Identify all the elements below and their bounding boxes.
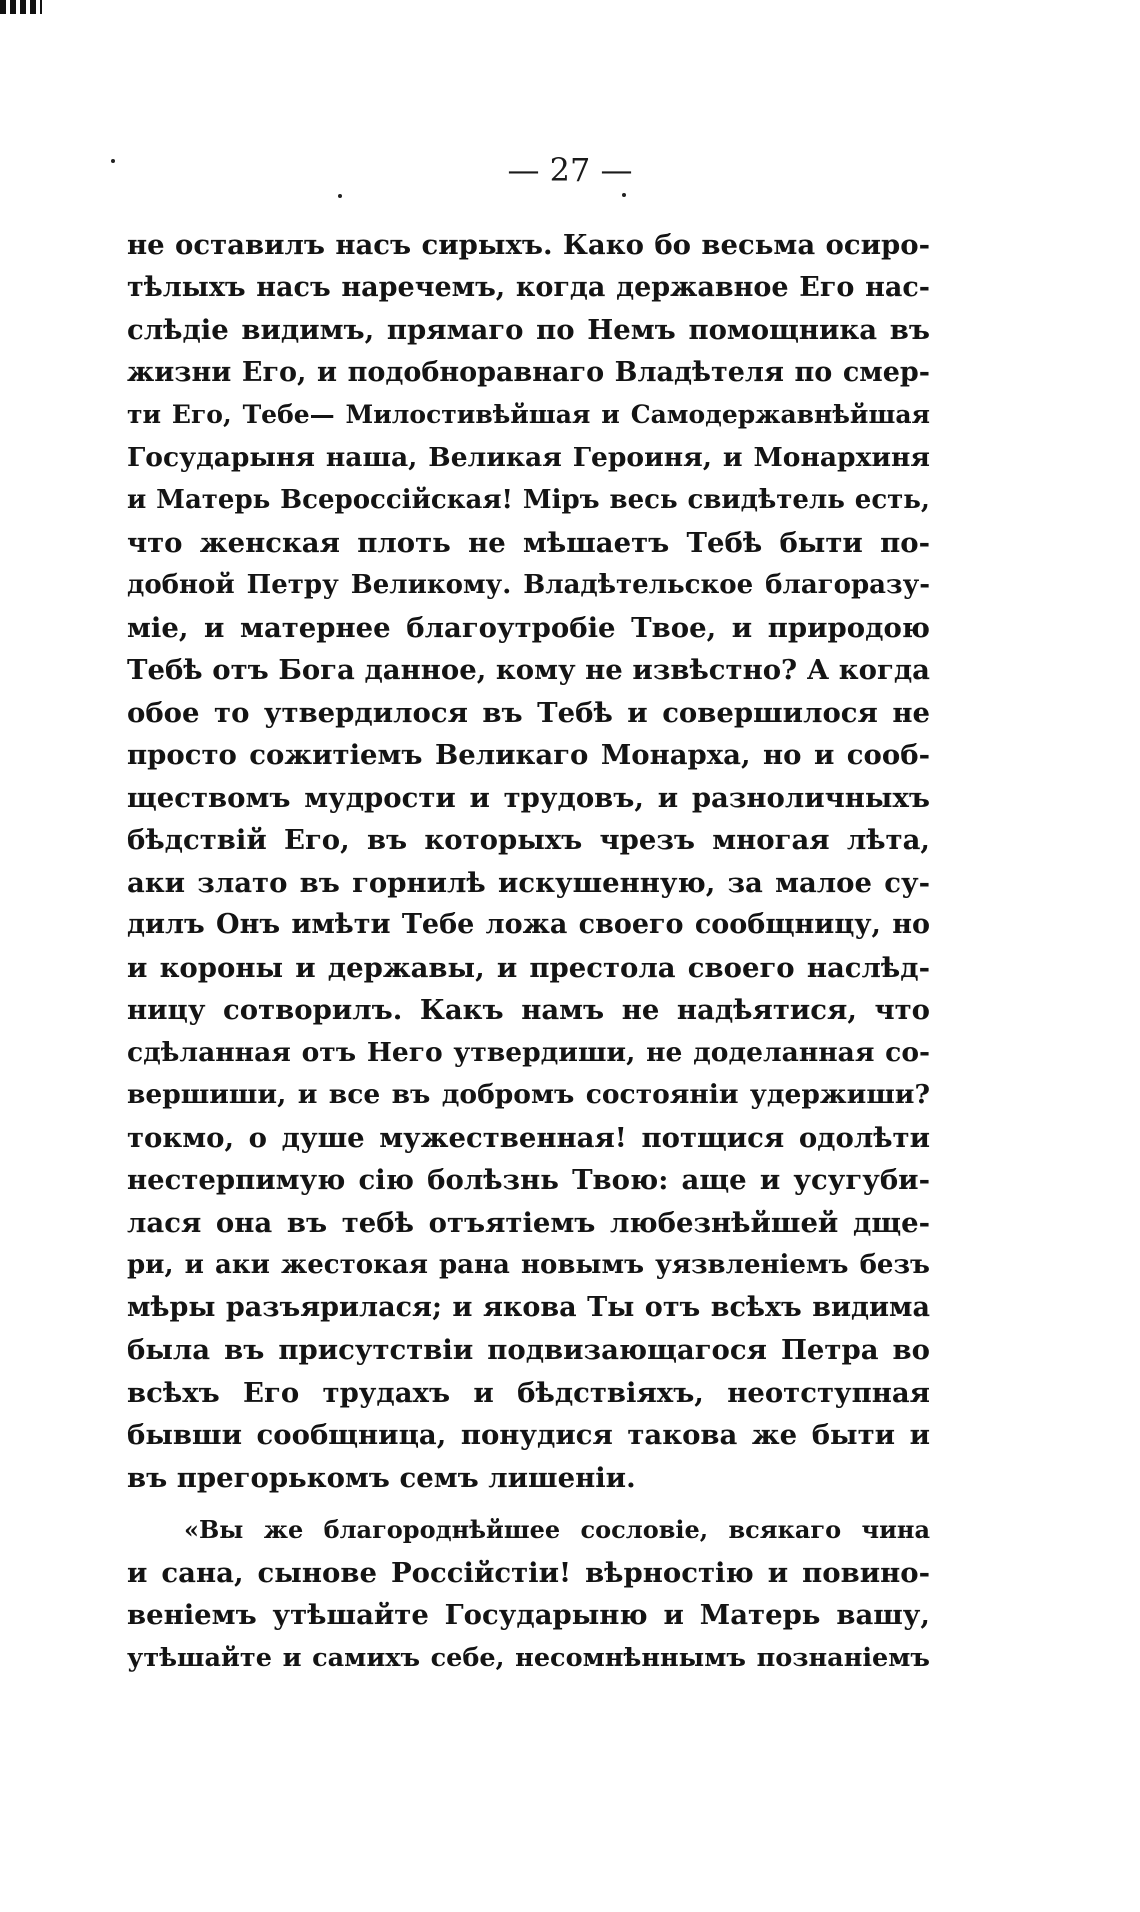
text-line: всѣхъ Его трудахъ и бѣдствіяхъ, неотступная	[127, 1376, 930, 1409]
text-line: и Матерь Всероссійская! Міръ весь свидѣтель есть,	[127, 485, 930, 515]
text-line: дилъ Онъ имѣти Тебе ложа своего сообщницу, но	[127, 909, 930, 940]
ink-speck	[622, 193, 626, 197]
text-line: вершиши, и все въ добромъ состояніи удержиши?	[127, 1079, 930, 1110]
text-line: что женская плоть не мѣшаетъ Тебѣ быти по-	[127, 526, 930, 559]
scan-edge-mark	[0, 0, 42, 14]
text-line: утѣшайте и самихъ себе, несомнѣннымъ познаніемъ	[127, 1642, 930, 1673]
text-line: ницу сотворилъ. Какъ намъ не надѣятися, что	[127, 994, 930, 1026]
text-line: добной Петру Великому. Владѣтельское благоразу-	[127, 570, 930, 600]
paragraph	[127, 224, 930, 1499]
text-line: обое то утвердилося въ Тебѣ и совершилося не	[127, 696, 930, 729]
text-line: слѣдіе видимъ, прямаго по Немъ помощника въ	[127, 314, 930, 346]
text-line: бывши сообщница, понудися такова же быти и	[127, 1419, 930, 1451]
text-line: мѣры разъярилася; и якова Ты отъ всѣхъ видима	[127, 1291, 930, 1323]
body-text	[127, 224, 930, 1679]
text-line: нестерпимую сію болѣзнь Твою: аще и усугуби-	[127, 1164, 930, 1196]
text-line: ти Его, Тебе— Милостивѣйшая и Самодержавнѣйшая	[127, 400, 930, 429]
text-line: ществомъ мудрости и трудовъ, и разноличныхъ	[127, 781, 930, 814]
text-line: Тебѣ отъ Бога данное, кому не извѣстно? А когда	[127, 654, 930, 686]
text-line: тѣлыхъ насъ наречемъ, когда державное Его нас-	[127, 271, 930, 303]
text-line: бѣдствій Его, въ которыхъ чрезъ многая лѣта,	[127, 824, 930, 856]
text-line: міе, и матернее благоутробіе Твое, и природою	[127, 611, 930, 644]
text-line: не оставилъ насъ сирыхъ. Како бо весьма осиро-	[127, 229, 930, 261]
text-line: Государыня наша, Великая Героиня, и Монархиня	[127, 441, 930, 473]
text-line: веніемъ утѣшайте Государыню и Матерь вашу,	[127, 1599, 930, 1631]
text-line: въ прегорькомъ семъ лишеніи.	[127, 1461, 636, 1494]
text-line: и короны и державы, и престола своего наслѣд-	[127, 951, 930, 984]
text-line: была въ присутствіи подвизающагося Петра во	[127, 1334, 930, 1366]
text-line: ри, и аки жестокая рана новымъ уязвленіемъ безъ	[127, 1250, 930, 1280]
text-line: сдѣланная отъ Него утвердиши, не доделанная со-	[127, 1036, 930, 1068]
text-line: аки злато въ горнилѣ искушенную, за малое су-	[127, 866, 930, 899]
text-line: токмо, о душе мужественная! потщися одолѣти	[127, 1121, 930, 1154]
text-line: и сана, сынове Россійстіи! вѣрностію и повино-	[127, 1556, 930, 1589]
paragraph-gap	[127, 1499, 930, 1509]
page-number: — 27 —	[507, 151, 633, 189]
paragraph	[127, 1509, 930, 1679]
ink-speck	[338, 194, 342, 198]
text-line: жизни Его, и подобноравнаго Владѣтеля по смер-	[127, 356, 930, 388]
text-line: «Вы же благороднѣйшее сословіе, всякаго чина	[184, 1515, 930, 1544]
text-line: просто сожитіемъ Великаго Монарха, но и сооб-	[127, 739, 930, 771]
text-line: лася она въ тебѣ отъятіемъ любезнѣйшей дще-	[127, 1206, 930, 1239]
